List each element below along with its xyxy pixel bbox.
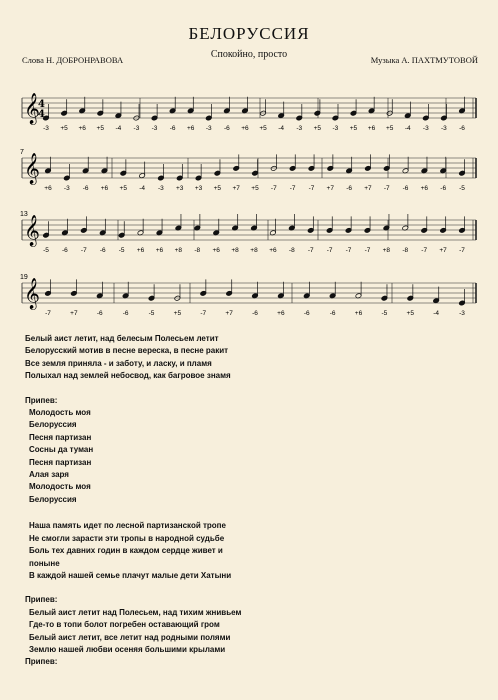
harmonica-tab: +6 — [212, 247, 220, 254]
measure-number: 7 — [20, 149, 24, 156]
harmonica-tab: -6 — [402, 185, 409, 192]
harmonica-tab: -7 — [307, 247, 314, 254]
harmonica-tab: +5 — [251, 185, 259, 192]
chorus-label: Припев: — [25, 395, 58, 405]
harmonica-tab: +7 — [225, 310, 233, 317]
treble-clef-icon: 𝄞 — [24, 278, 40, 309]
harmonica-tab: -6 — [303, 310, 310, 317]
harmonica-tab: -3 — [422, 125, 429, 132]
harmonica-tab: +5 — [96, 125, 104, 132]
verse-2 — [29, 520, 485, 582]
lyric-line: Песня партизан — [29, 432, 92, 442]
harmonica-tab: +6 — [78, 125, 86, 132]
lyric-line: Все земля приняла - и заботу, и ласку, и пламя — [25, 358, 212, 368]
lyric-line: Белоруссия — [29, 494, 77, 504]
lyric-line: Где-то в топи болот погребен оставающий гром — [29, 620, 220, 630]
verse-3 — [29, 607, 485, 657]
measure-number: 19 — [20, 274, 28, 281]
treble-clef-icon: 𝄞 — [24, 215, 40, 246]
chorus-label: Припев: — [25, 657, 58, 667]
harmonica-tab: +5 — [119, 185, 127, 192]
harmonica-tab: -8 — [402, 247, 409, 254]
harmonica-tab: +6 — [155, 247, 164, 254]
harmonica-tab: +5 — [349, 125, 358, 132]
measure-number: 13 — [20, 211, 28, 218]
harmonica-tab: -4 — [139, 185, 145, 192]
lyric-line: Песня партизан — [29, 457, 92, 467]
harmonica-tab: -4 — [404, 125, 411, 132]
harmonica-tab: +8 — [382, 247, 391, 254]
harmonica-tab: +3 — [194, 185, 203, 192]
harmonica-tab: +6 — [100, 185, 109, 192]
verse-1 — [25, 333, 485, 383]
harmonica-tab: +7 — [232, 185, 240, 192]
harmonica-tab: -3 — [205, 125, 212, 132]
harmonica-tab: -6 — [82, 185, 89, 192]
harmonica-tab: -7 — [289, 185, 296, 192]
harmonica-tab: +6 — [354, 310, 363, 317]
harmonica-tab: +3 — [176, 185, 184, 192]
lyric-line: Белый аист летит, над белесым Полесьем летит — [25, 334, 219, 343]
lyric-line: Белоруссия — [29, 420, 77, 430]
lyrics-section — [25, 333, 485, 669]
harmonica-tab: -3 — [151, 125, 158, 132]
harmonica-tab: -3 — [63, 185, 70, 192]
harmonica-tab: -7 — [308, 185, 315, 192]
harmonica-tab: -7 — [45, 310, 51, 317]
harmonica-tab: -7 — [364, 247, 371, 254]
lyric-line: поныне — [29, 558, 60, 568]
harmonica-tab: +6 — [367, 125, 376, 132]
harmonica-tab: -3 — [296, 125, 303, 132]
harmonica-tab: +6 — [277, 310, 285, 317]
harmonica-tab: +5 — [60, 125, 68, 132]
harmonica-tab: -7 — [421, 247, 428, 254]
harmonica-tab: -5 — [148, 310, 155, 317]
harmonica-tab: +6 — [44, 185, 52, 192]
lyric-line: Алая заря — [29, 470, 69, 480]
lyric-line: Сосны да туман — [29, 445, 94, 455]
lyric-line: Белорусский мотив в песне вереска, в песне ракит — [25, 346, 229, 356]
chorus — [29, 407, 485, 506]
harmonica-tab: -4 — [433, 310, 440, 317]
harmonica-tab: +7 — [326, 185, 334, 192]
harmonica-tab: -7 — [326, 247, 333, 254]
harmonica-tab: -6 — [122, 310, 129, 317]
harmonica-tab: -5 — [459, 185, 465, 192]
harmonica-tab: -7 — [345, 247, 352, 254]
harmonica-tab: +7 — [70, 310, 78, 317]
harmonica-tab: -7 — [200, 310, 207, 317]
harmonica-tab: -6 — [440, 185, 447, 192]
harmonica-tab: -6 — [346, 185, 352, 192]
harmonica-tab: +6 — [241, 125, 249, 132]
time-signature-numerator: 4 — [38, 99, 45, 110]
harmonica-tab: -4 — [115, 125, 122, 132]
harmonica-tab: -6 — [99, 247, 106, 254]
treble-clef-icon: 𝄞 — [24, 93, 40, 124]
harmonica-tab: -8 — [288, 247, 295, 254]
lyric-line: В каждой нашей семье плачут малые дети Хатыни — [29, 570, 232, 580]
lyric-line: Наша память идет по лесной партизанской тропе — [29, 521, 226, 531]
harmonica-tab: -6 — [252, 310, 258, 317]
song-title: БЕЛОРУССИЯ — [188, 24, 310, 43]
harmonica-tab: -3 — [158, 185, 164, 192]
lyric-line: Белый аист летит над Полесьем, над тихим жнивьем — [29, 607, 242, 617]
harmonica-tab: -6 — [169, 125, 176, 132]
harmonica-tab: -3 — [43, 125, 49, 132]
lyric-line: Молодость моя — [29, 482, 91, 492]
lyric-line: Молодость моя — [29, 408, 91, 418]
chorus-label: Припев: — [25, 595, 58, 605]
harmonica-tab: -7 — [270, 185, 277, 192]
harmonica-tab: -7 — [80, 247, 87, 254]
harmonica-tab: -8 — [194, 247, 201, 254]
harmonica-tab: +5 — [385, 125, 394, 132]
harmonica-tab: -6 — [223, 125, 230, 132]
harmonica-tab: +5 — [259, 125, 267, 132]
harmonica-tab: -6 — [62, 247, 68, 254]
harmonica-tab: -3 — [441, 125, 447, 132]
harmonica-tab: -5 — [43, 247, 49, 254]
music-score — [0, 0, 498, 330]
harmonica-tab: +7 — [439, 247, 447, 254]
harmonica-tab: +5 — [313, 125, 322, 132]
harmonica-tab: -3 — [133, 125, 140, 132]
lyric-line: Боль тех давних годин в каждом сердце живет и — [29, 546, 223, 556]
harmonica-tab: -4 — [278, 125, 285, 132]
lyricist-credit: Слова Н. ДОБРОНРАВОВА — [22, 55, 124, 65]
harmonica-tab: -7 — [383, 185, 390, 192]
harmonica-tab: +6 — [420, 185, 429, 192]
harmonica-tab: -6 — [459, 125, 465, 132]
harmonica-tab: -3 — [332, 125, 339, 132]
harmonica-tab: +6 — [186, 125, 195, 132]
harmonica-tab: +6 — [136, 247, 145, 254]
harmonica-tab: -7 — [459, 247, 465, 254]
harmonica-tab: -6 — [329, 310, 336, 317]
harmonica-tab: -6 — [96, 310, 103, 317]
harmonica-tab: +8 — [231, 247, 239, 254]
harmonica-tab: +5 — [173, 310, 182, 317]
treble-clef-icon: 𝄞 — [24, 153, 40, 184]
harmonica-tab: +5 — [213, 185, 222, 192]
lyric-line: Землю нашей любви осеняя большими крылами — [29, 644, 226, 654]
lyric-line: Белый аист летит, все летит над родными полями — [29, 632, 231, 642]
time-signature-denominator: 4 — [38, 109, 45, 120]
harmonica-tab: -5 — [118, 247, 125, 254]
harmonica-tab: +5 — [406, 310, 414, 317]
harmonica-tab: +8 — [250, 247, 258, 254]
lyric-line: Не смогли зарасти эти тропы в народной судьбе — [29, 533, 225, 543]
composer-credit: Музыка А. ПАХТМУТОВОЙ — [370, 55, 478, 65]
harmonica-tab: +7 — [364, 185, 372, 192]
harmonica-tab: +8 — [174, 247, 183, 254]
harmonica-tab: -3 — [459, 310, 465, 317]
tempo-marking: Спокойно, просто — [210, 49, 288, 60]
lyric-line: Полыхал над землей небосвод, как багровое знамя — [25, 371, 231, 381]
harmonica-tab: -5 — [381, 310, 388, 317]
harmonica-tab: +6 — [269, 247, 277, 254]
